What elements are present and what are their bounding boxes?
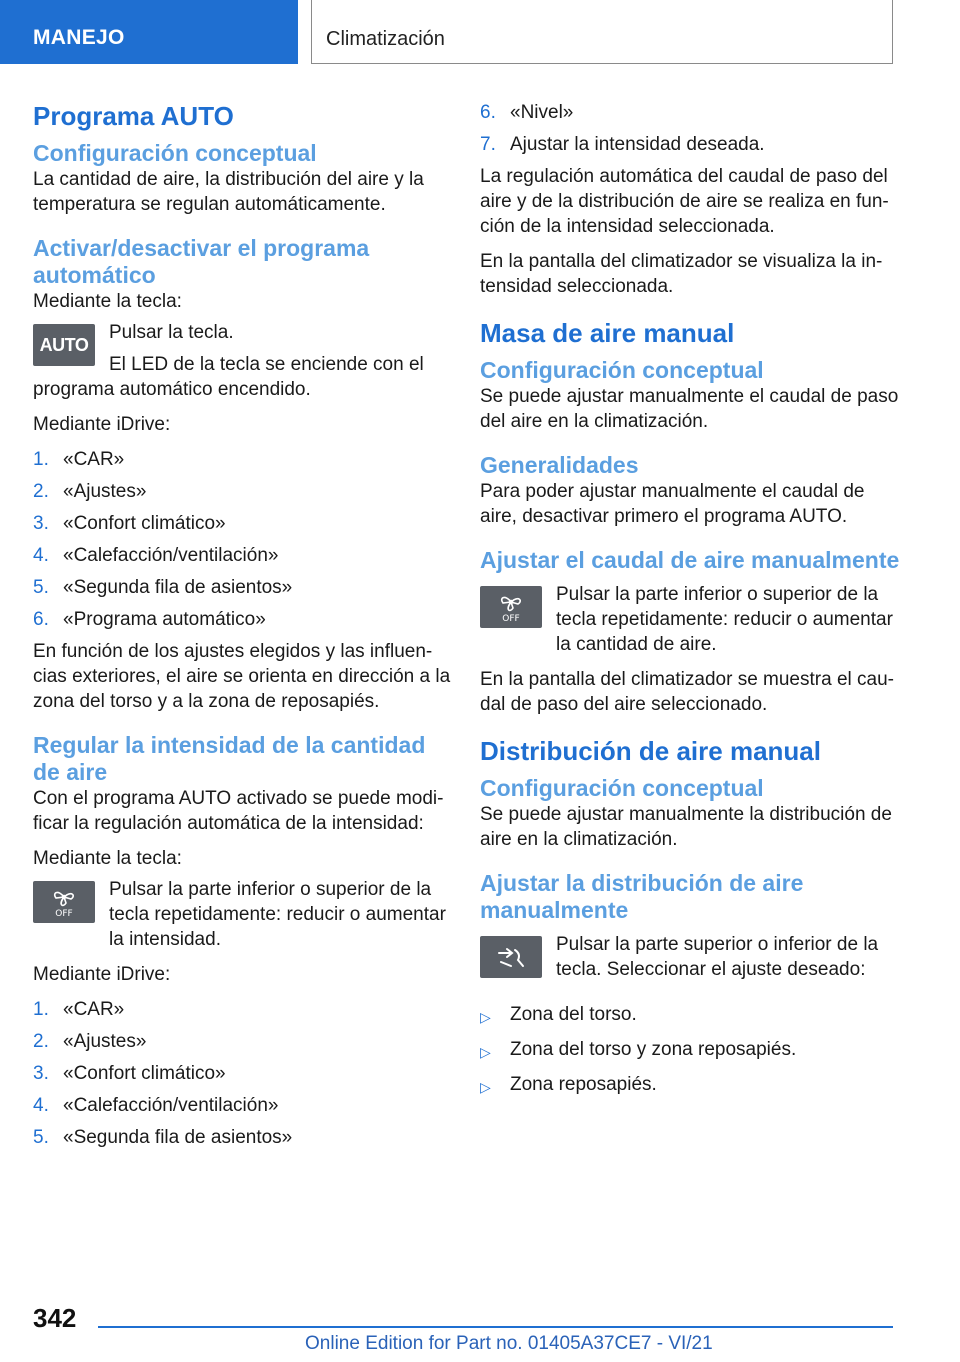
fan-key-text-r: Pulsar la parte inferior o superior de la tecla repetidamente: reducir o aumentar la cantidad de aire. xyxy=(556,584,893,655)
manual-mass-heading: Masa de aire manual xyxy=(480,318,735,348)
list-item: 5. «Segunda fila de asientos» xyxy=(33,1127,293,1148)
triangle-bullet-icon: ▷ xyxy=(480,1009,491,1025)
left-column xyxy=(33,100,453,1157)
auto-program-heading: Programa AUTO xyxy=(33,101,234,131)
air-distribution-key-icon xyxy=(480,936,542,978)
fan-off-key-icon xyxy=(480,586,542,628)
list-item: 1. «CAR» xyxy=(33,449,125,470)
list-item: 3. «Confort climático» xyxy=(33,1063,226,1084)
idrive-steps-b xyxy=(33,997,453,1150)
auto-regulation-text: La regulación automática del caudal de paso del aire y de la distribución de aire se realiza en función de la intensidad seleccionada. xyxy=(480,166,889,237)
page-number: 342 xyxy=(33,1303,77,1333)
intensity-text: Con el programa AUTO activado se puede modificar la regulación automática de la intensidad: xyxy=(33,788,444,834)
header-chapter-title: Climatización xyxy=(326,28,445,50)
header-chapter-box xyxy=(311,0,893,64)
fan-key-text: Pulsar la parte inferior o superior de la tecla repetidamente: reducir o aumentar la intensidad. xyxy=(109,879,446,950)
adjust-distribution-heading: Ajustar la distribución de aire manualmente xyxy=(480,870,804,923)
list-item: 2. «Ajustes» xyxy=(33,1031,147,1052)
list-item: ▷ Zona del torso. xyxy=(480,1002,900,1030)
general-text: Para poder ajustar manualmente el caudal de aire, desactivar primero el programa AUTO. xyxy=(480,481,865,527)
distribution-heading: Distribución de aire manual xyxy=(480,736,821,766)
press-key-text: Pulsar la tecla. xyxy=(109,322,234,343)
idrive-steps-a xyxy=(33,447,453,632)
concept-text: La cantidad de aire, la distribución del aire y la temperatura se regulan automáticamente. xyxy=(33,169,424,215)
concept-text-r: Se puede ajustar manualmente el caudal de paso del aire en la climatización. xyxy=(480,386,899,432)
list-item: ▷ Zona reposapiés. xyxy=(480,1072,900,1100)
triangle-bullet-icon: ▷ xyxy=(480,1079,491,1095)
list-item: ▷ Zona del torso y zona reposapiés. xyxy=(480,1037,900,1065)
via-key-text-2: Mediante la tecla: xyxy=(33,848,182,869)
list-item: 5. «Segunda fila de asientos» xyxy=(33,577,293,598)
list-item: 4. «Calefacción/ventilación» xyxy=(33,1095,279,1116)
auto-key-label: AUTO xyxy=(39,334,89,355)
right-column xyxy=(480,100,900,1107)
list-item: 7. Ajustar la intensidad deseada. xyxy=(480,134,765,155)
via-idrive-text: Mediante iDrive: xyxy=(33,414,171,435)
via-key-text: Mediante la tecla: xyxy=(33,291,182,312)
via-idrive-text-2: Mediante iDrive: xyxy=(33,964,171,985)
display-flow-text: En la pantalla del climatizador se muestra el caudal de paso del aire seleccionado. xyxy=(480,669,894,715)
idrive-steps-b-cont xyxy=(480,100,900,157)
general-heading: Generalidades xyxy=(480,452,639,478)
toggle-heading: Activar/desactivar el programa automático xyxy=(33,235,370,288)
result-text: En función de los ajustes elegidos y las influencias exteriores, el aire se orienta en dirección a la zona del torso y a la zona de reposapiés. xyxy=(33,641,451,712)
intensity-heading: Regular la intensidad de la cantidad de aire xyxy=(33,732,426,785)
concept-text-r2: Se puede ajustar manualmente la distribución de aire en la climatización. xyxy=(480,804,892,850)
concept-heading-r: Configuración conceptual xyxy=(480,357,764,383)
svg-text:OFF: OFF xyxy=(502,614,520,624)
list-item: 3. «Confort climático» xyxy=(33,513,226,534)
concept-heading-r2: Configuración conceptual xyxy=(480,775,764,801)
adjust-flow-heading: Ajustar el caudal de aire manualmente xyxy=(480,547,900,573)
distribution-key-text: Pulsar la parte superior o inferior de la tecla. Seleccionar el ajuste deseado: xyxy=(556,934,879,980)
list-item: 4. «Calefacción/ventilación» xyxy=(33,545,279,566)
display-intensity-text: En la pantalla del climatizador se visualiza la intensidad seleccionada. xyxy=(480,251,883,297)
distribution-options xyxy=(480,1002,900,1100)
footer-divider xyxy=(98,1326,893,1328)
triangle-bullet-icon: ▷ xyxy=(480,1044,491,1060)
fan-off-key-icon xyxy=(33,881,95,923)
auto-key-icon xyxy=(33,324,95,366)
svg-text:OFF: OFF xyxy=(55,909,73,919)
led-text: El LED de la tecla se enciende con el programa automático encendido. xyxy=(33,354,424,400)
list-item: 2. «Ajustes» xyxy=(33,481,147,502)
header-section-title: MANEJO xyxy=(33,26,125,49)
list-item: 1. «CAR» xyxy=(33,999,125,1020)
header-section-tab xyxy=(0,0,298,64)
list-item: 6. «Programa automático» xyxy=(33,609,266,630)
concept-heading: Configuración conceptual xyxy=(33,140,317,166)
list-item: 6. «Nivel» xyxy=(480,102,574,123)
edition-text: Online Edition for Part no. 01405A37CE7 - VI/21 xyxy=(305,1333,713,1354)
